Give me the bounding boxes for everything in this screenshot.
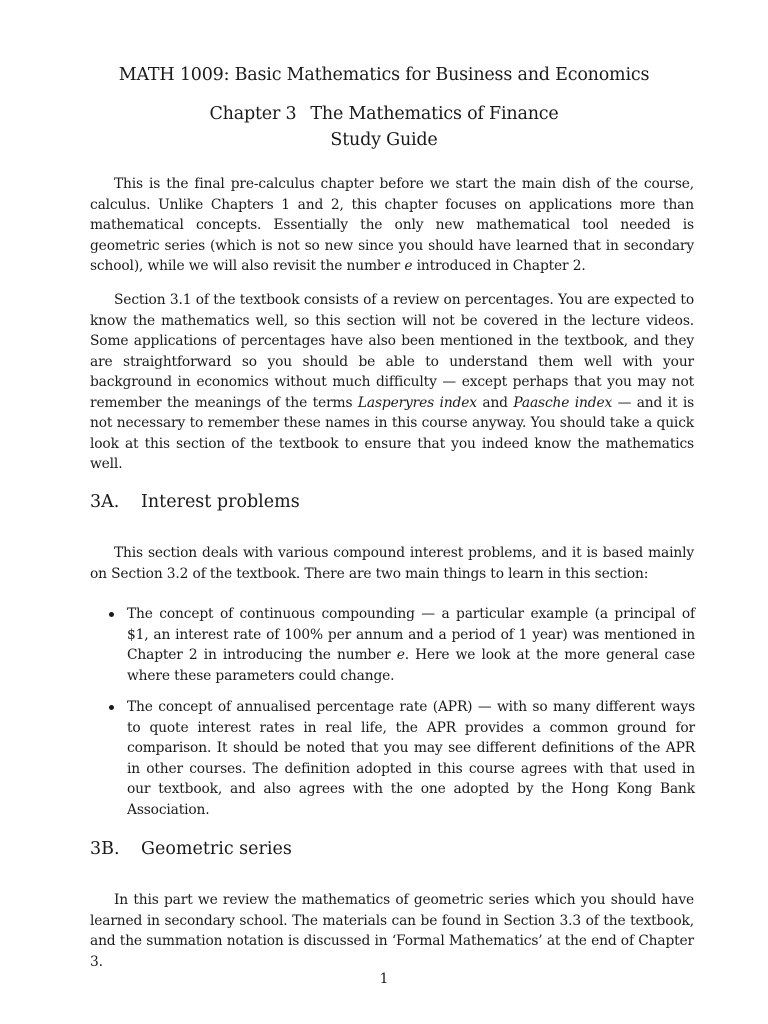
- section-title: Interest problems: [141, 492, 300, 512]
- section-title: Geometric series: [141, 839, 292, 859]
- section-number: 3A.: [90, 492, 120, 512]
- section-3a-paragraph: This section deals with various compound interest problems, and it is based mainly on Section 3.2 of the textbook. There are two main things to learn in this section:: [90, 545, 694, 582]
- math-variable-e: e: [396, 647, 405, 663]
- bullet-icon: [109, 612, 114, 617]
- page-number: 1: [379, 971, 389, 987]
- term-lasperyres-index: Lasperyres index: [357, 394, 477, 411]
- document-subtitle: Study Guide: [330, 130, 438, 150]
- list-item: The concept of continuous compounding — a particular example (a principal of $1, an interest rate of 100% per annum and a period of 1 year) was mentioned in Chapter 2 in introducing the number e. Here we look at the more general case where these parameters could change.: [127, 604, 695, 686]
- bullet-icon: [109, 705, 114, 710]
- intro-paragraph-2: Section 3.1 of the textbook consists of a review on percentages. You are expected to know the mathematics well, so this section will not be covered in the lecture videos. Some applications of percentages have also been mentioned in the textbook, and they are straightforward so you should be able to understand them well with your background in economics without much difficulty — except perhaps that you may not remember the meanings of the terms Lasperyres index and Paasche index — and it is not necessary to remember these names in this course anyway. You should take a quick look at this section of the textbook to ensure that you indeed know the mathematics well.: [90, 292, 695, 472]
- section-heading-3a: [90, 492, 300, 512]
- course-title: MATH 1009: Basic Mathematics for Business and Economics: [118, 65, 650, 85]
- chapter-number: Chapter 3: [209, 104, 297, 124]
- intro-paragraph-1: This is the final pre-calculus chapter before we start the main dish of the course, calculus. Unlike Chapters 1 and 2, this chapter focuses on applications more than mathematical concepts. Essentially the only new mathematical tool needed is geometric series (which is not so new since you should have learned that in secondary school), while we will also revisit the number e introduced in Chapter 2.: [90, 176, 694, 274]
- term-paasche-index: Paasche index: [513, 394, 613, 411]
- section-number: 3B.: [90, 839, 120, 859]
- section-heading-3b: [90, 839, 292, 859]
- chapter-title: The Mathematics of Finance: [310, 104, 559, 124]
- list-item: The concept of annualised percentage rate (APR) — with so many different ways to quote interest rates in real life, the APR provides a common ground for comparison. It should be noted that you may see different definitions of the APR in other courses. The definition adopted in this course agrees with that used in our textbook, and also agrees with the one adopted by the Hong Kong Bank Association.: [127, 697, 695, 820]
- chapter-heading: [0, 104, 768, 124]
- math-variable-e: e: [404, 258, 413, 274]
- section-3b-paragraph: In this part we review the mathematics of geometric series which you should have learned in secondary school. The materials can be found in Section 3.3 of the textbook, and the summation notation is discussed in ‘Formal Mathematics’ at the end of Chapter 3.: [90, 892, 694, 970]
